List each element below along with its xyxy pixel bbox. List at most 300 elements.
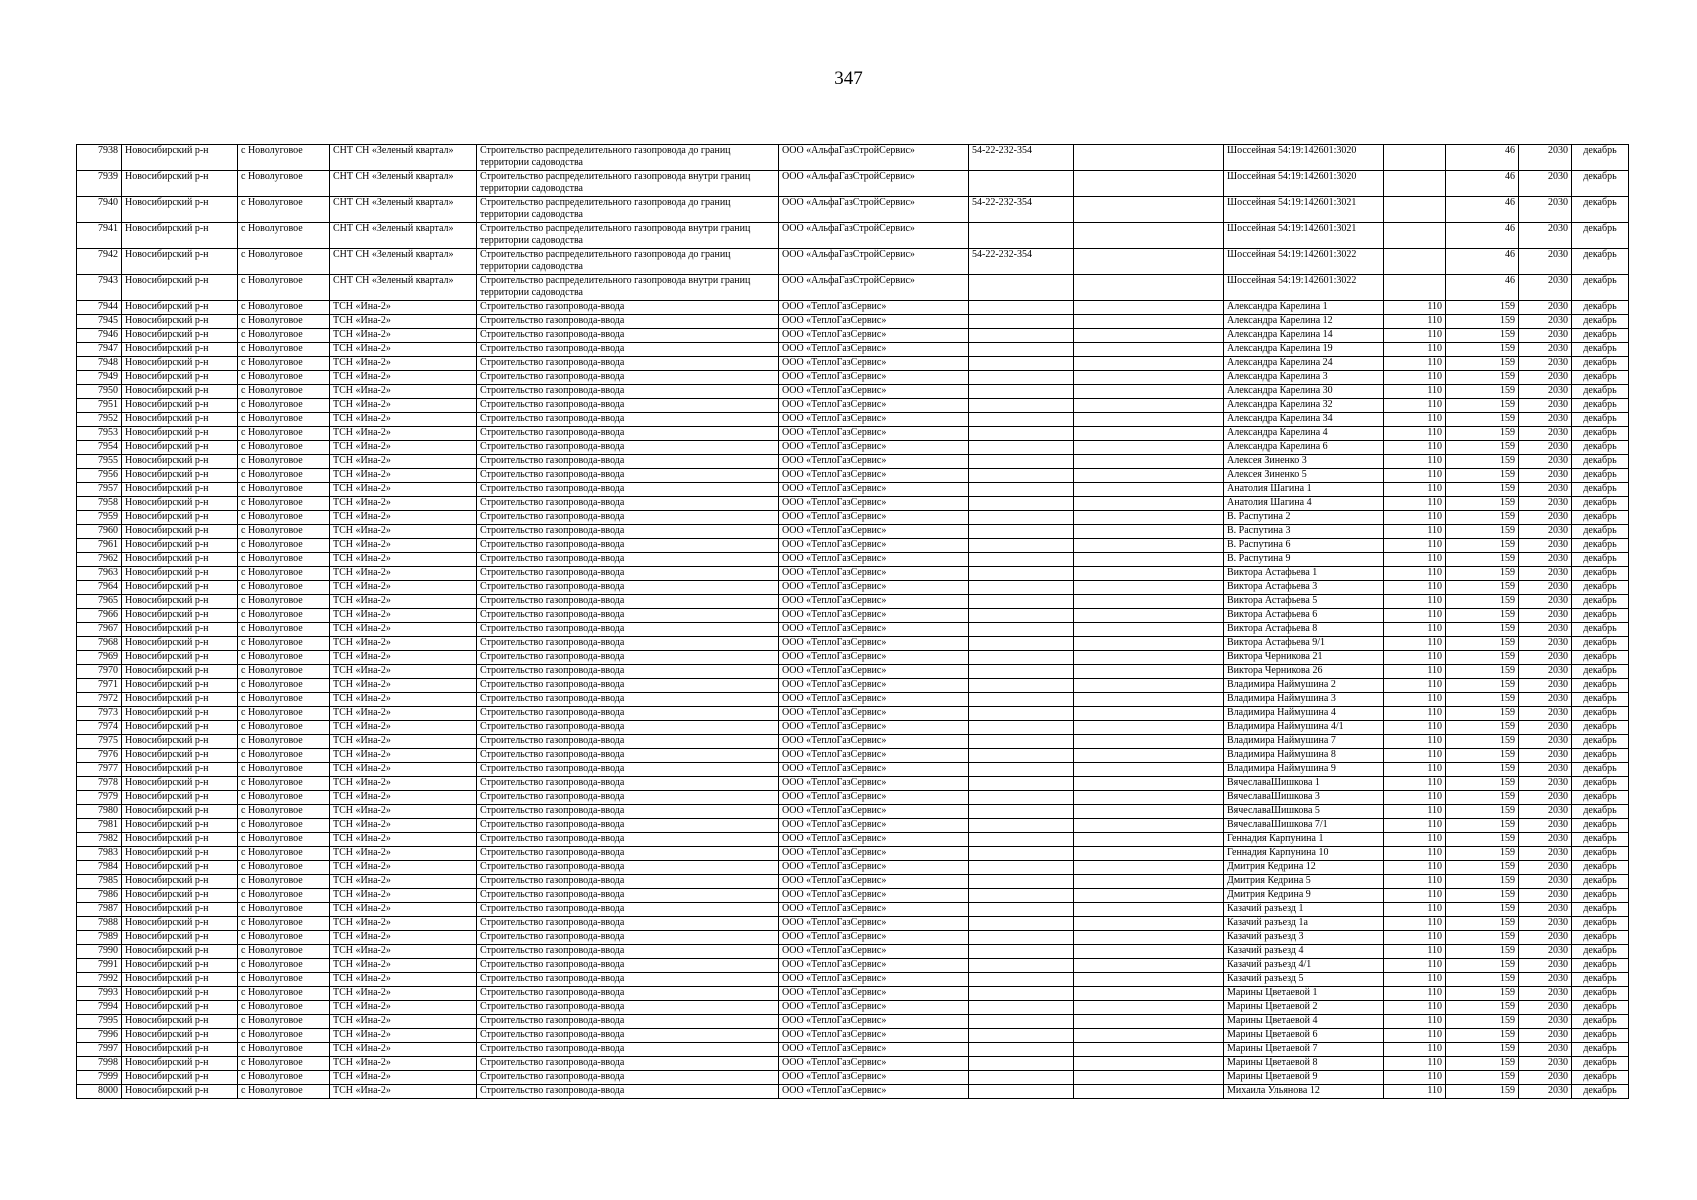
month-cell: декабрь (1572, 1043, 1629, 1057)
project-code-cell (969, 595, 1074, 609)
capacity-cell: 159 (1446, 973, 1519, 987)
settlement-cell: с Новолуговое (238, 441, 330, 455)
year-cell: 2030 (1519, 301, 1572, 315)
project-code-cell (969, 917, 1074, 931)
district-cell: Новосибирский р-н (122, 1071, 238, 1085)
capacity-cell: 159 (1446, 539, 1519, 553)
partnership-cell: ТСН «Ина-2» (330, 847, 477, 861)
project-code-cell: 54-22-232-354 (969, 197, 1074, 223)
empty-cell (1074, 973, 1224, 987)
empty-cell (1074, 889, 1224, 903)
address-cell: Шоссейная 54:19:142601:3022 (1224, 275, 1384, 301)
partnership-cell: ТСН «Ина-2» (330, 973, 477, 987)
project-code-cell (969, 1043, 1074, 1057)
district-cell: Новосибирский р-н (122, 223, 238, 249)
address-cell: Марины Цветаевой 4 (1224, 1015, 1384, 1029)
project-code-cell (969, 609, 1074, 623)
contractor-cell: ООО «ТеплоГазСервис» (779, 497, 969, 511)
table-row (77, 973, 1629, 987)
project-code-cell (969, 553, 1074, 567)
contractor-cell: ООО «ТеплоГазСервис» (779, 525, 969, 539)
row-number-cell: 7947 (77, 343, 122, 357)
pressure-cell: 110 (1384, 539, 1446, 553)
work-description-cell: Строительство газопровода-ввода (477, 511, 779, 525)
district-cell: Новосибирский р-н (122, 539, 238, 553)
district-cell: Новосибирский р-н (122, 197, 238, 223)
contractor-cell: ООО «АльфаГазСтройСервис» (779, 249, 969, 275)
capacity-cell: 159 (1446, 861, 1519, 875)
row-number-cell: 7953 (77, 427, 122, 441)
settlement-cell: с Новолуговое (238, 609, 330, 623)
table-row (77, 693, 1629, 707)
district-cell: Новосибирский р-н (122, 595, 238, 609)
project-code-cell (969, 847, 1074, 861)
pressure-cell: 110 (1384, 1071, 1446, 1085)
address-cell: Александра Карелина 34 (1224, 413, 1384, 427)
address-cell: Владимира Наймушина 4/1 (1224, 721, 1384, 735)
project-code-cell (969, 483, 1074, 497)
row-number-cell: 7940 (77, 197, 122, 223)
district-cell: Новосибирский р-н (122, 553, 238, 567)
partnership-cell: ТСН «Ина-2» (330, 1029, 477, 1043)
month-cell: декабрь (1572, 637, 1629, 651)
empty-cell (1074, 763, 1224, 777)
contractor-cell: ООО «ТеплоГазСервис» (779, 1071, 969, 1085)
project-code-cell (969, 275, 1074, 301)
project-code-cell (969, 665, 1074, 679)
project-code-cell (969, 171, 1074, 197)
partnership-cell: ТСН «Ина-2» (330, 357, 477, 371)
contractor-cell: ООО «ТеплоГазСервис» (779, 959, 969, 973)
table-row (77, 455, 1629, 469)
address-cell: Виктора Астафьева 9/1 (1224, 637, 1384, 651)
work-description-cell: Строительство газопровода-ввода (477, 497, 779, 511)
row-number-cell: 7961 (77, 539, 122, 553)
table-row (77, 1015, 1629, 1029)
row-number-cell: 7984 (77, 861, 122, 875)
empty-cell (1074, 1029, 1224, 1043)
contractor-cell: ООО «ТеплоГазСервис» (779, 763, 969, 777)
year-cell: 2030 (1519, 833, 1572, 847)
month-cell: декабрь (1572, 735, 1629, 749)
capacity-cell: 159 (1446, 847, 1519, 861)
table-row (77, 357, 1629, 371)
project-code-cell (969, 1085, 1074, 1099)
pressure-cell: 110 (1384, 875, 1446, 889)
table-row (77, 301, 1629, 315)
month-cell: декабрь (1572, 399, 1629, 413)
partnership-cell: ТСН «Ина-2» (330, 875, 477, 889)
pressure-cell: 110 (1384, 567, 1446, 581)
capacity-cell: 159 (1446, 903, 1519, 917)
partnership-cell: ТСН «Ина-2» (330, 343, 477, 357)
district-cell: Новосибирский р-н (122, 357, 238, 371)
partnership-cell: ТСН «Ина-2» (330, 679, 477, 693)
year-cell: 2030 (1519, 371, 1572, 385)
address-cell: ВячеславаШишкова 1 (1224, 777, 1384, 791)
settlement-cell: с Новолуговое (238, 483, 330, 497)
settlement-cell: с Новолуговое (238, 861, 330, 875)
year-cell: 2030 (1519, 315, 1572, 329)
address-cell: Владимира Наймушина 9 (1224, 763, 1384, 777)
row-number-cell: 7941 (77, 223, 122, 249)
district-cell: Новосибирский р-н (122, 931, 238, 945)
table-row (77, 553, 1629, 567)
empty-cell (1074, 249, 1224, 275)
district-cell: Новосибирский р-н (122, 469, 238, 483)
pressure-cell: 110 (1384, 483, 1446, 497)
work-description-cell: Строительство газопровода-ввода (477, 833, 779, 847)
year-cell: 2030 (1519, 455, 1572, 469)
row-number-cell: 7975 (77, 735, 122, 749)
year-cell: 2030 (1519, 987, 1572, 1001)
district-cell: Новосибирский р-н (122, 427, 238, 441)
year-cell: 2030 (1519, 223, 1572, 249)
district-cell: Новосибирский р-н (122, 525, 238, 539)
settlement-cell: с Новолуговое (238, 249, 330, 275)
capacity-cell: 159 (1446, 343, 1519, 357)
table-row (77, 791, 1629, 805)
project-code-cell (969, 1015, 1074, 1029)
address-cell: Александра Карелина 30 (1224, 385, 1384, 399)
table-row (77, 427, 1629, 441)
contractor-cell: ООО «ТеплоГазСервис» (779, 315, 969, 329)
pressure-cell: 110 (1384, 623, 1446, 637)
month-cell: декабрь (1572, 875, 1629, 889)
work-description-cell: Строительство газопровода-ввода (477, 959, 779, 973)
project-code-cell (969, 1057, 1074, 1071)
settlement-cell: с Новолуговое (238, 595, 330, 609)
contractor-cell: ООО «ТеплоГазСервис» (779, 903, 969, 917)
month-cell: декабрь (1572, 623, 1629, 637)
settlement-cell: с Новолуговое (238, 371, 330, 385)
year-cell: 2030 (1519, 665, 1572, 679)
row-number-cell: 7992 (77, 973, 122, 987)
partnership-cell: ТСН «Ина-2» (330, 609, 477, 623)
address-cell: Шоссейная 54:19:142601:3022 (1224, 249, 1384, 275)
month-cell: декабрь (1572, 833, 1629, 847)
pressure-cell: 110 (1384, 861, 1446, 875)
settlement-cell: с Новолуговое (238, 223, 330, 249)
year-cell: 2030 (1519, 1015, 1572, 1029)
capacity-cell: 159 (1446, 917, 1519, 931)
address-cell: Шоссейная 54:19:142601:3021 (1224, 197, 1384, 223)
partnership-cell: ТСН «Ина-2» (330, 721, 477, 735)
empty-cell (1074, 1057, 1224, 1071)
pressure-cell: 110 (1384, 805, 1446, 819)
capacity-cell: 159 (1446, 623, 1519, 637)
contractor-cell: ООО «ТеплоГазСервис» (779, 931, 969, 945)
partnership-cell: ТСН «Ина-2» (330, 987, 477, 1001)
month-cell: декабрь (1572, 455, 1629, 469)
partnership-cell: ТСН «Ина-2» (330, 735, 477, 749)
address-cell: Геннадия Карпунина 10 (1224, 847, 1384, 861)
year-cell: 2030 (1519, 171, 1572, 197)
empty-cell (1074, 819, 1224, 833)
partnership-cell: ТСН «Ина-2» (330, 525, 477, 539)
settlement-cell: с Новолуговое (238, 525, 330, 539)
year-cell: 2030 (1519, 469, 1572, 483)
partnership-cell: ТСН «Ина-2» (330, 707, 477, 721)
year-cell: 2030 (1519, 329, 1572, 343)
capacity-cell: 159 (1446, 749, 1519, 763)
empty-cell (1074, 861, 1224, 875)
empty-cell (1074, 1071, 1224, 1085)
pressure-cell: 110 (1384, 455, 1446, 469)
table-row (77, 399, 1629, 413)
data-table (76, 144, 1629, 1099)
district-cell: Новосибирский р-н (122, 665, 238, 679)
pressure-cell: 110 (1384, 735, 1446, 749)
address-cell: ВячеславаШишкова 7/1 (1224, 819, 1384, 833)
month-cell: декабрь (1572, 1029, 1629, 1043)
address-cell: Владимира Наймушина 7 (1224, 735, 1384, 749)
settlement-cell: с Новолуговое (238, 903, 330, 917)
work-description-cell: Строительство газопровода-ввода (477, 483, 779, 497)
empty-cell (1074, 1043, 1224, 1057)
contractor-cell: ООО «АльфаГазСтройСервис» (779, 171, 969, 197)
partnership-cell: ТСН «Ина-2» (330, 833, 477, 847)
table-row (77, 249, 1629, 275)
empty-cell (1074, 441, 1224, 455)
work-description-cell: Строительство газопровода-ввода (477, 371, 779, 385)
row-number-cell: 7998 (77, 1057, 122, 1071)
capacity-cell: 46 (1446, 249, 1519, 275)
empty-cell (1074, 223, 1224, 249)
pressure-cell: 110 (1384, 777, 1446, 791)
project-code-cell (969, 567, 1074, 581)
capacity-cell: 159 (1446, 301, 1519, 315)
work-description-cell: Строительство газопровода-ввода (477, 315, 779, 329)
address-cell: Марины Цветаевой 2 (1224, 1001, 1384, 1015)
address-cell: Казачий разъезд 4 (1224, 945, 1384, 959)
work-description-cell: Строительство газопровода-ввода (477, 749, 779, 763)
year-cell: 2030 (1519, 441, 1572, 455)
row-number-cell: 7962 (77, 553, 122, 567)
empty-cell (1074, 427, 1224, 441)
empty-cell (1074, 357, 1224, 371)
table-row (77, 931, 1629, 945)
partnership-cell: СНТ СН «Зеленый квартал» (330, 197, 477, 223)
pressure-cell: 110 (1384, 1085, 1446, 1099)
table-row (77, 917, 1629, 931)
project-code-cell (969, 931, 1074, 945)
work-description-cell: Строительство газопровода-ввода (477, 539, 779, 553)
month-cell: декабрь (1572, 315, 1629, 329)
capacity-cell: 159 (1446, 357, 1519, 371)
year-cell: 2030 (1519, 275, 1572, 301)
empty-cell (1074, 945, 1224, 959)
project-code-cell (969, 469, 1074, 483)
work-description-cell: Строительство газопровода-ввода (477, 1001, 779, 1015)
row-number-cell: 7982 (77, 833, 122, 847)
year-cell: 2030 (1519, 497, 1572, 511)
partnership-cell: ТСН «Ина-2» (330, 329, 477, 343)
settlement-cell: с Новолуговое (238, 1085, 330, 1099)
partnership-cell: ТСН «Ина-2» (330, 917, 477, 931)
month-cell: декабрь (1572, 651, 1629, 665)
district-cell: Новосибирский р-н (122, 145, 238, 171)
partnership-cell: ТСН «Ина-2» (330, 777, 477, 791)
pressure-cell: 110 (1384, 665, 1446, 679)
project-code-cell (969, 651, 1074, 665)
table-row (77, 595, 1629, 609)
row-number-cell: 7983 (77, 847, 122, 861)
year-cell: 2030 (1519, 763, 1572, 777)
work-description-cell: Строительство распределительного газопровода внутри границ территории садоводства (477, 171, 779, 197)
table-row (77, 1085, 1629, 1099)
empty-cell (1074, 525, 1224, 539)
settlement-cell: с Новолуговое (238, 973, 330, 987)
month-cell: декабрь (1572, 581, 1629, 595)
settlement-cell: с Новолуговое (238, 693, 330, 707)
district-cell: Новосибирский р-н (122, 1015, 238, 1029)
contractor-cell: ООО «ТеплоГазСервис» (779, 553, 969, 567)
capacity-cell: 159 (1446, 609, 1519, 623)
row-number-cell: 7973 (77, 707, 122, 721)
row-number-cell: 7994 (77, 1001, 122, 1015)
capacity-cell: 159 (1446, 455, 1519, 469)
contractor-cell: ООО «АльфаГазСтройСервис» (779, 223, 969, 249)
address-cell: Виктора Астафьева 6 (1224, 609, 1384, 623)
pressure-cell: 110 (1384, 399, 1446, 413)
partnership-cell: СНТ СН «Зеленый квартал» (330, 171, 477, 197)
settlement-cell: с Новолуговое (238, 497, 330, 511)
contractor-cell: ООО «ТеплоГазСервис» (779, 455, 969, 469)
year-cell: 2030 (1519, 917, 1572, 931)
capacity-cell: 159 (1446, 945, 1519, 959)
month-cell: декабрь (1572, 1001, 1629, 1015)
district-cell: Новосибирский р-н (122, 889, 238, 903)
month-cell: декабрь (1572, 847, 1629, 861)
pressure-cell: 110 (1384, 1001, 1446, 1015)
pressure-cell: 110 (1384, 959, 1446, 973)
table-row (77, 987, 1629, 1001)
project-code-cell (969, 805, 1074, 819)
table-row (77, 819, 1629, 833)
table-row (77, 483, 1629, 497)
contractor-cell: ООО «ТеплоГазСервис» (779, 539, 969, 553)
project-code-cell (969, 525, 1074, 539)
contractor-cell: ООО «ТеплоГазСервис» (779, 721, 969, 735)
settlement-cell: с Новолуговое (238, 171, 330, 197)
district-cell: Новосибирский р-н (122, 1029, 238, 1043)
row-number-cell: 7965 (77, 595, 122, 609)
empty-cell (1074, 903, 1224, 917)
table-row (77, 609, 1629, 623)
capacity-cell: 159 (1446, 413, 1519, 427)
address-cell: Казачий разъезд 4/1 (1224, 959, 1384, 973)
table-row (77, 1001, 1629, 1015)
partnership-cell: ТСН «Ина-2» (330, 1043, 477, 1057)
partnership-cell: ТСН «Ина-2» (330, 413, 477, 427)
month-cell: декабрь (1572, 1057, 1629, 1071)
contractor-cell: ООО «ТеплоГазСервис» (779, 469, 969, 483)
project-code-cell (969, 511, 1074, 525)
empty-cell (1074, 197, 1224, 223)
district-cell: Новосибирский р-н (122, 511, 238, 525)
table-row (77, 469, 1629, 483)
capacity-cell: 159 (1446, 987, 1519, 1001)
year-cell: 2030 (1519, 1001, 1572, 1015)
capacity-cell: 159 (1446, 637, 1519, 651)
month-cell: декабрь (1572, 357, 1629, 371)
settlement-cell: с Новолуговое (238, 1043, 330, 1057)
project-code-cell (969, 441, 1074, 455)
district-cell: Новосибирский р-н (122, 399, 238, 413)
partnership-cell: ТСН «Ина-2» (330, 1001, 477, 1015)
table-row (77, 805, 1629, 819)
month-cell: декабрь (1572, 171, 1629, 197)
month-cell: декабрь (1572, 889, 1629, 903)
district-cell: Новосибирский р-н (122, 721, 238, 735)
work-description-cell: Строительство газопровода-ввода (477, 399, 779, 413)
year-cell: 2030 (1519, 595, 1572, 609)
table-row (77, 721, 1629, 735)
month-cell: декабрь (1572, 553, 1629, 567)
pressure-cell: 110 (1384, 553, 1446, 567)
row-number-cell: 7990 (77, 945, 122, 959)
work-description-cell: Строительство газопровода-ввода (477, 525, 779, 539)
contractor-cell: ООО «АльфаГазСтройСервис» (779, 275, 969, 301)
district-cell: Новосибирский р-н (122, 833, 238, 847)
project-code-cell (969, 371, 1074, 385)
empty-cell (1074, 567, 1224, 581)
contractor-cell: ООО «ТеплоГазСервис» (779, 973, 969, 987)
settlement-cell: с Новолуговое (238, 329, 330, 343)
year-cell: 2030 (1519, 847, 1572, 861)
row-number-cell: 7988 (77, 917, 122, 931)
district-cell: Новосибирский р-н (122, 581, 238, 595)
pressure-cell (1384, 197, 1446, 223)
year-cell: 2030 (1519, 197, 1572, 223)
project-code-cell: 54-22-232-354 (969, 145, 1074, 171)
work-description-cell: Строительство распределительного газопровода до границ территории садоводства (477, 145, 779, 171)
work-description-cell: Строительство газопровода-ввода (477, 693, 779, 707)
address-cell: Алексея Зиненко 5 (1224, 469, 1384, 483)
project-code-cell (969, 1001, 1074, 1015)
partnership-cell: ТСН «Ина-2» (330, 931, 477, 945)
empty-cell (1074, 707, 1224, 721)
district-cell: Новосибирский р-н (122, 959, 238, 973)
pressure-cell: 110 (1384, 371, 1446, 385)
empty-cell (1074, 455, 1224, 469)
empty-cell (1074, 399, 1224, 413)
district-cell: Новосибирский р-н (122, 1043, 238, 1057)
work-description-cell: Строительство газопровода-ввода (477, 623, 779, 637)
partnership-cell: ТСН «Ина-2» (330, 483, 477, 497)
contractor-cell: ООО «ТеплоГазСервис» (779, 651, 969, 665)
project-code-cell (969, 973, 1074, 987)
contractor-cell: ООО «ТеплоГазСервис» (779, 595, 969, 609)
project-code-cell (969, 889, 1074, 903)
empty-cell (1074, 917, 1224, 931)
month-cell: декабрь (1572, 959, 1629, 973)
capacity-cell: 159 (1446, 525, 1519, 539)
row-number-cell: 7966 (77, 609, 122, 623)
partnership-cell: ТСН «Ина-2» (330, 945, 477, 959)
empty-cell (1074, 581, 1224, 595)
pressure-cell: 110 (1384, 1015, 1446, 1029)
empty-cell (1074, 483, 1224, 497)
capacity-cell: 159 (1446, 875, 1519, 889)
district-cell: Новосибирский р-н (122, 371, 238, 385)
capacity-cell: 159 (1446, 1057, 1519, 1071)
table-row (77, 959, 1629, 973)
year-cell: 2030 (1519, 249, 1572, 275)
row-number-cell: 7960 (77, 525, 122, 539)
empty-cell (1074, 329, 1224, 343)
